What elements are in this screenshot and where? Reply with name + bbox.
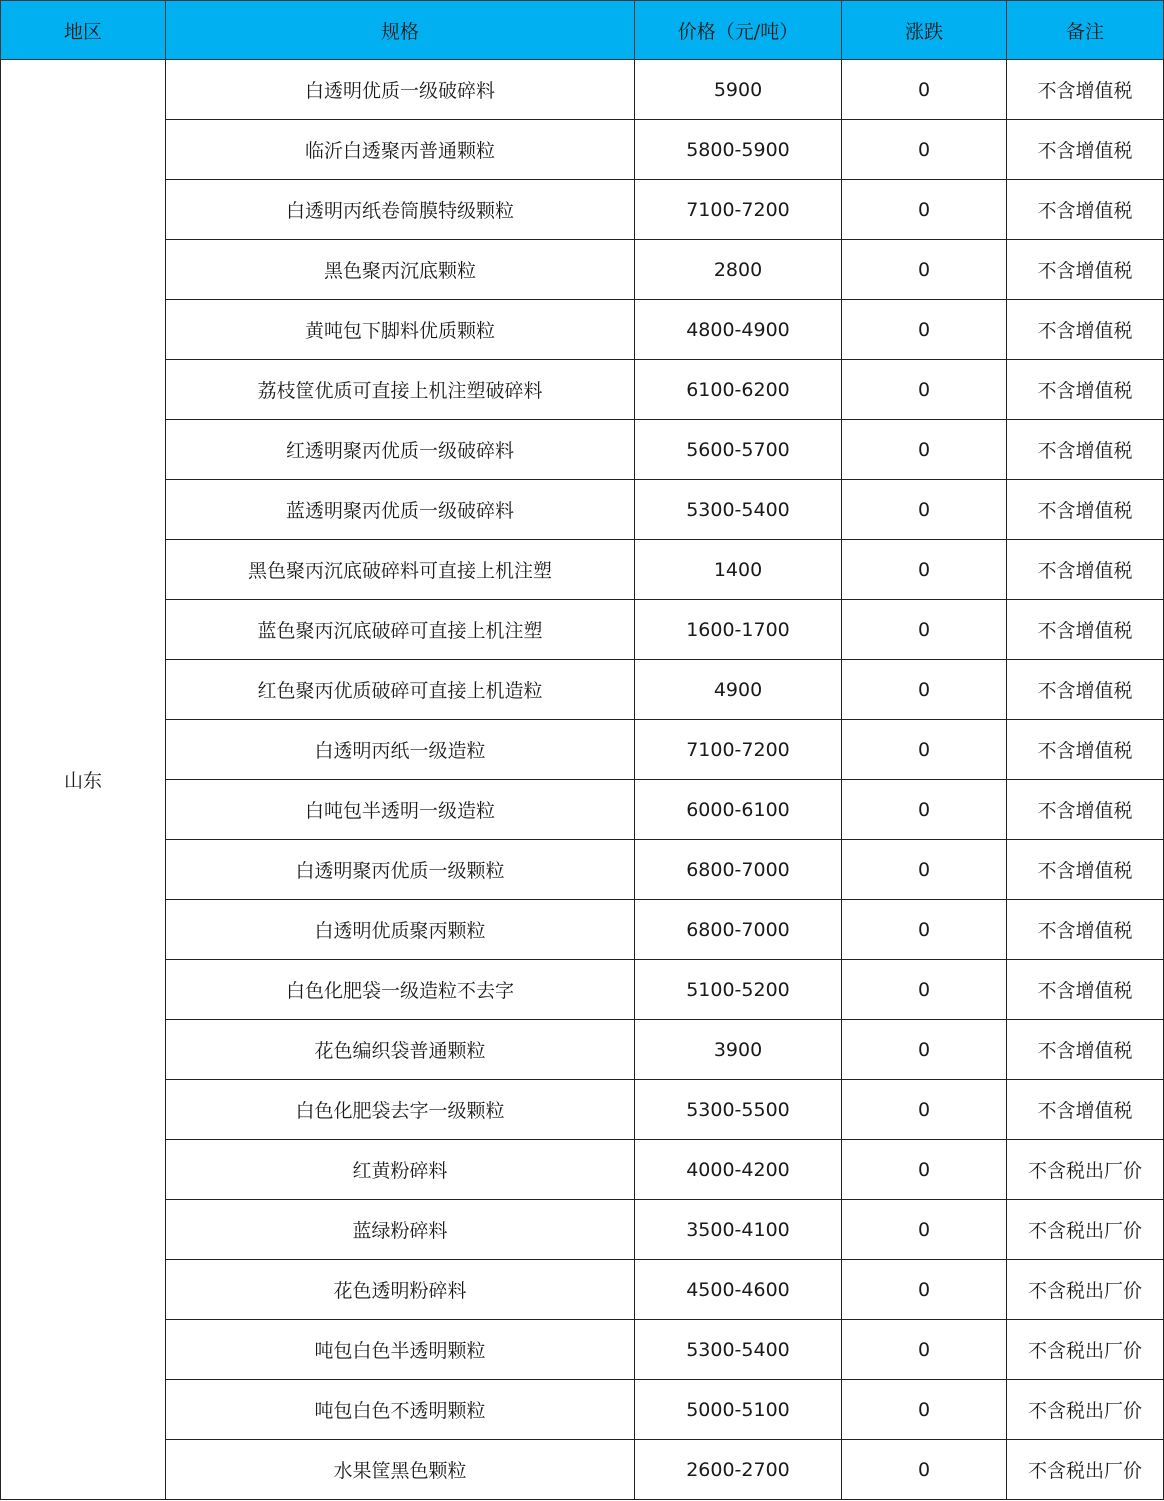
change-cell: 0	[842, 1320, 1007, 1380]
change-cell: 0	[842, 600, 1007, 660]
table-body	[1, 60, 1164, 1500]
price-cell: 5600-5700	[635, 420, 842, 480]
note-cell: 不含税出厂价	[1007, 1200, 1164, 1260]
note-cell: 不含增值税	[1007, 300, 1164, 360]
table-row	[1, 180, 1164, 240]
note-cell: 不含增值税	[1007, 960, 1164, 1020]
price-cell: 1600-1700	[635, 600, 842, 660]
note-cell: 不含增值税	[1007, 120, 1164, 180]
price-cell: 5100-5200	[635, 960, 842, 1020]
note-cell: 不含增值税	[1007, 660, 1164, 720]
note-cell: 不含增值税	[1007, 1080, 1164, 1140]
price-cell: 7100-7200	[635, 720, 842, 780]
change-cell: 0	[842, 1440, 1007, 1500]
change-cell: 0	[842, 540, 1007, 600]
change-cell: 0	[842, 300, 1007, 360]
table-row	[1, 300, 1164, 360]
table-row	[1, 1080, 1164, 1140]
note-cell: 不含增值税	[1007, 1020, 1164, 1080]
spec-cell: 红色聚丙优质破碎可直接上机造粒	[166, 660, 635, 720]
note-cell: 不含增值税	[1007, 420, 1164, 480]
change-cell: 0	[842, 360, 1007, 420]
spec-cell: 红透明聚丙优质一级破碎料	[166, 420, 635, 480]
price-cell: 4800-4900	[635, 300, 842, 360]
spec-cell: 白透明丙纸卷筒膜特级颗粒	[166, 180, 635, 240]
table-row	[1, 900, 1164, 960]
note-cell: 不含增值税	[1007, 780, 1164, 840]
change-cell: 0	[842, 1080, 1007, 1140]
change-cell: 0	[842, 240, 1007, 300]
change-cell: 0	[842, 900, 1007, 960]
spec-cell: 白色化肥袋一级造粒不去字	[166, 960, 635, 1020]
table-row	[1, 720, 1164, 780]
spec-cell: 花色编织袋普通颗粒	[166, 1020, 635, 1080]
spec-cell: 吨包白色不透明颗粒	[166, 1380, 635, 1440]
spec-cell: 临沂白透聚丙普通颗粒	[166, 120, 635, 180]
change-cell: 0	[842, 1140, 1007, 1200]
note-cell: 不含增值税	[1007, 180, 1164, 240]
note-cell: 不含增值税	[1007, 600, 1164, 660]
price-cell: 5000-5100	[635, 1380, 842, 1440]
note-cell: 不含增值税	[1007, 360, 1164, 420]
spec-cell: 吨包白色半透明颗粒	[166, 1320, 635, 1380]
table-row	[1, 60, 1164, 120]
table-row	[1, 840, 1164, 900]
header-change: 涨跌	[842, 1, 1007, 60]
table-row	[1, 660, 1164, 720]
table-row	[1, 600, 1164, 660]
change-cell: 0	[842, 60, 1007, 120]
price-cell: 4900	[635, 660, 842, 720]
price-cell: 5900	[635, 60, 842, 120]
note-cell: 不含增值税	[1007, 240, 1164, 300]
table-row	[1, 240, 1164, 300]
price-cell: 1400	[635, 540, 842, 600]
spec-cell: 黑色聚丙沉底破碎料可直接上机注塑	[166, 540, 635, 600]
change-cell: 0	[842, 1380, 1007, 1440]
header-spec: 规格	[166, 1, 635, 60]
price-cell: 5300-5500	[635, 1080, 842, 1140]
spec-cell: 白透明丙纸一级造粒	[166, 720, 635, 780]
spec-cell: 白透明优质聚丙颗粒	[166, 900, 635, 960]
spec-cell: 蓝透明聚丙优质一级破碎料	[166, 480, 635, 540]
change-cell: 0	[842, 1200, 1007, 1260]
spec-cell: 蓝绿粉碎料	[166, 1200, 635, 1260]
change-cell: 0	[842, 420, 1007, 480]
change-cell: 0	[842, 780, 1007, 840]
price-cell: 5800-5900	[635, 120, 842, 180]
change-cell: 0	[842, 480, 1007, 540]
table-row	[1, 1320, 1164, 1380]
price-cell: 3900	[635, 1020, 842, 1080]
price-cell: 6800-7000	[635, 840, 842, 900]
spec-cell: 水果筐黑色颗粒	[166, 1440, 635, 1500]
price-cell: 3500-4100	[635, 1200, 842, 1260]
note-cell: 不含增值税	[1007, 840, 1164, 900]
table-row	[1, 360, 1164, 420]
spec-cell: 白透明优质一级破碎料	[166, 60, 635, 120]
table-row	[1, 420, 1164, 480]
table-row	[1, 1140, 1164, 1200]
region-cell: 山东	[1, 60, 166, 1500]
spec-cell: 白透明聚丙优质一级颗粒	[166, 840, 635, 900]
table-row	[1, 960, 1164, 1020]
spec-cell: 白色化肥袋去字一级颗粒	[166, 1080, 635, 1140]
note-cell: 不含税出厂价	[1007, 1140, 1164, 1200]
spec-cell: 白吨包半透明一级造粒	[166, 780, 635, 840]
header-region: 地区	[1, 1, 166, 60]
price-cell: 6000-6100	[635, 780, 842, 840]
table-row	[1, 540, 1164, 600]
note-cell: 不含增值税	[1007, 60, 1164, 120]
price-cell: 7100-7200	[635, 180, 842, 240]
change-cell: 0	[842, 1020, 1007, 1080]
change-cell: 0	[842, 840, 1007, 900]
spec-cell: 荔枝筐优质可直接上机注塑破碎料	[166, 360, 635, 420]
table-row	[1, 1380, 1164, 1440]
table-row	[1, 1200, 1164, 1260]
table-row	[1, 1020, 1164, 1080]
table-row	[1, 120, 1164, 180]
table-row	[1, 1440, 1164, 1500]
price-cell: 4500-4600	[635, 1260, 842, 1320]
note-cell: 不含增值税	[1007, 900, 1164, 960]
table-row	[1, 480, 1164, 540]
note-cell: 不含税出厂价	[1007, 1380, 1164, 1440]
note-cell: 不含增值税	[1007, 540, 1164, 600]
note-cell: 不含税出厂价	[1007, 1320, 1164, 1380]
header-note: 备注	[1007, 1, 1164, 60]
note-cell: 不含税出厂价	[1007, 1440, 1164, 1500]
price-cell: 5300-5400	[635, 1320, 842, 1380]
change-cell: 0	[842, 180, 1007, 240]
change-cell: 0	[842, 720, 1007, 780]
spec-cell: 黑色聚丙沉底颗粒	[166, 240, 635, 300]
table-row	[1, 1260, 1164, 1320]
spec-cell: 花色透明粉碎料	[166, 1260, 635, 1320]
table-row	[1, 780, 1164, 840]
price-cell: 4000-4200	[635, 1140, 842, 1200]
price-cell: 2800	[635, 240, 842, 300]
change-cell: 0	[842, 960, 1007, 1020]
note-cell: 不含税出厂价	[1007, 1260, 1164, 1320]
change-cell: 0	[842, 120, 1007, 180]
spec-cell: 蓝色聚丙沉底破碎可直接上机注塑	[166, 600, 635, 660]
note-cell: 不含增值税	[1007, 720, 1164, 780]
table-header	[1, 1, 1164, 60]
price-cell: 5300-5400	[635, 480, 842, 540]
change-cell: 0	[842, 660, 1007, 720]
change-cell: 0	[842, 1260, 1007, 1320]
header-row	[1, 1, 1164, 60]
spec-cell: 黄吨包下脚料优质颗粒	[166, 300, 635, 360]
note-cell: 不含增值税	[1007, 480, 1164, 540]
price-cell: 6100-6200	[635, 360, 842, 420]
price-cell: 2600-2700	[635, 1440, 842, 1500]
price-cell: 6800-7000	[635, 900, 842, 960]
spec-cell: 红黄粉碎料	[166, 1140, 635, 1200]
header-price: 价格（元/吨）	[635, 1, 842, 60]
